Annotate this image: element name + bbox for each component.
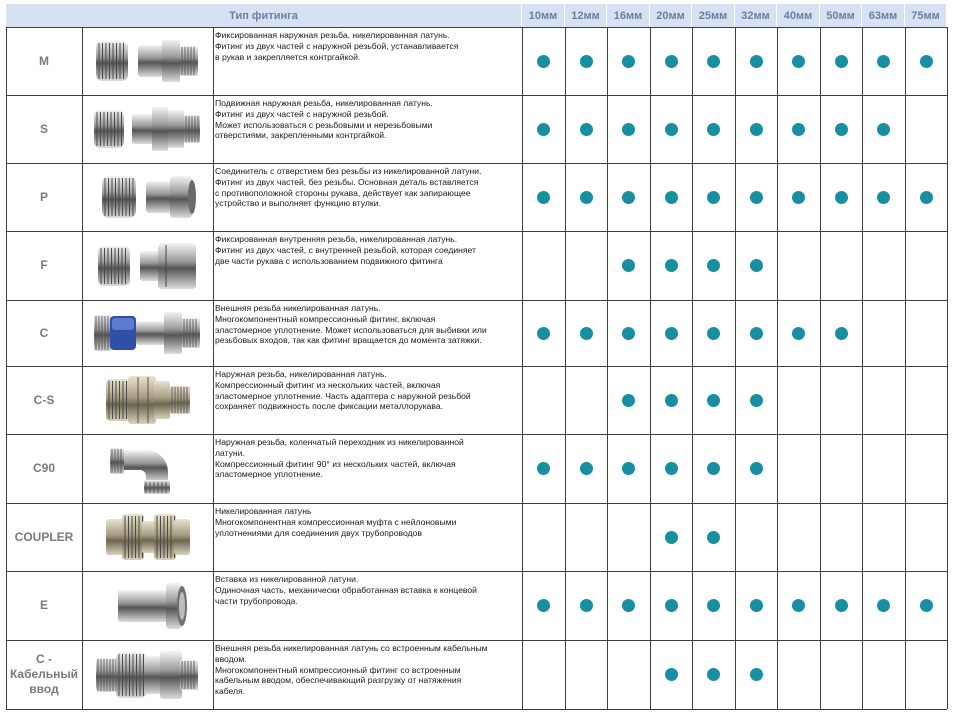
grid-line-v (905, 27, 906, 709)
grid-line-h (6, 300, 947, 301)
availability-cell (862, 27, 905, 95)
grid-line-v (565, 27, 566, 709)
row-description: Подвижная наружная резьба, никелированная латунь. Фитинг из двух частей с наружной резьбой. Может использоваться с резьбовыми и нерезьбовыми отверстиями, закрепленными контргайкой. (215, 98, 433, 141)
availability-cell (650, 503, 692, 571)
row-code: E (39, 598, 48, 612)
availability-dot (877, 123, 890, 136)
availability-cell (905, 366, 947, 434)
availability-dot (750, 327, 763, 340)
availability-dot (537, 462, 550, 475)
availability-cell (692, 163, 735, 231)
compression-fitting-photo (82, 300, 213, 366)
availability-dot (920, 599, 933, 612)
grid-line-v (607, 27, 608, 709)
availability-cell (735, 366, 777, 434)
availability-cell (565, 503, 607, 571)
row-description: Внешняя резьба никелированная латунь со встроенным кабельным вводом. Многокомпонентный компрессионный фитинг со встроенным кабельным вводом, обеспечивающий разгрузку от натяжения кабеля. (215, 643, 488, 697)
grid-line-v (735, 27, 736, 709)
availability-cell (862, 231, 905, 300)
availability-dot (665, 531, 678, 544)
row-code: С - Кабельный ввод (9, 652, 79, 696)
availability-cell (905, 95, 947, 163)
availability-cell (607, 163, 650, 231)
row-code: COUPLER (14, 529, 74, 544)
end-insert-photo (82, 571, 213, 640)
row-description: Фиксированная внутренняя резьба, никелированная латунь. Фитинг из двух частей, с внутренней резьбой, которая соединяет две части рукава с использованием подвижного фитинга (215, 234, 476, 266)
coupler-photo (82, 503, 213, 571)
availability-cell (777, 300, 820, 366)
availability-dot (792, 123, 805, 136)
availability-dot (537, 123, 550, 136)
availability-dot (877, 599, 890, 612)
availability-cell (777, 27, 820, 95)
availability-dot (750, 599, 763, 612)
availability-cell (692, 95, 735, 163)
availability-cell (735, 27, 777, 95)
availability-dot (750, 259, 763, 272)
availability-cell (565, 300, 607, 366)
row-description: Соединитель с отверстием без резьбы из никелированной латуни. Фитинг из двух частей, без резьбы. Основная деталь вставляется с противоположной стороны рукава, действует как запирающее устройство и выполняет функцию втулки. (215, 166, 482, 209)
availability-cell (607, 571, 650, 640)
availability-cell (692, 503, 735, 571)
availability-cell (820, 366, 862, 434)
availability-cell (565, 571, 607, 640)
header-size-25мм: 25мм (692, 4, 735, 27)
availability-dot (750, 123, 763, 136)
availability-cell (735, 503, 777, 571)
availability-cell (862, 503, 905, 571)
availability-cell (820, 27, 862, 95)
grid-line-v (213, 27, 214, 709)
availability-cell (777, 95, 820, 163)
grid-line-v (692, 27, 693, 709)
availability-cell (735, 300, 777, 366)
availability-dot (750, 191, 763, 204)
row-description: Внешняя резьба никелированная латунь. Многокомпонентный компрессионный фитинг, включая эластомерное уплотнение. Может использоваться для выбивки или резьбовых входов, так как фитинг вращается до момента затяжки. (215, 303, 487, 346)
availability-cell (650, 163, 692, 231)
grid-line-h (6, 640, 947, 641)
availability-cell (565, 95, 607, 163)
availability-dot (580, 123, 593, 136)
plain-fitting-photo (82, 163, 213, 231)
availability-cell (607, 366, 650, 434)
grid-line-h (6, 434, 947, 435)
availability-dot (835, 191, 848, 204)
availability-cell (820, 503, 862, 571)
availability-cell (565, 27, 607, 95)
availability-cell (777, 231, 820, 300)
cable-gland-photo (82, 640, 213, 709)
availability-dot (580, 191, 593, 204)
availability-cell (820, 231, 862, 300)
availability-dot (707, 531, 720, 544)
availability-cell (777, 434, 820, 503)
grid-line-v (650, 27, 651, 709)
availability-cell (522, 640, 565, 709)
availability-cell (522, 503, 565, 571)
row-code: C (39, 325, 49, 340)
availability-cell (607, 640, 650, 709)
availability-cell (692, 231, 735, 300)
availability-dot (707, 668, 720, 681)
grid-line-h (6, 163, 947, 164)
availability-cell (905, 640, 947, 709)
availability-cell (862, 640, 905, 709)
availability-dot (792, 327, 805, 340)
availability-cell (650, 640, 692, 709)
availability-cell (565, 434, 607, 503)
availability-dot (707, 599, 720, 612)
availability-cell (692, 571, 735, 640)
header-size-20мм: 20мм (650, 4, 692, 27)
availability-cell (522, 163, 565, 231)
grid-line-v (777, 27, 778, 709)
availability-cell (820, 163, 862, 231)
availability-dot (707, 462, 720, 475)
grid-line-h (6, 95, 947, 96)
availability-cell (735, 95, 777, 163)
availability-cell (522, 434, 565, 503)
row-code: C-S (33, 392, 55, 407)
availability-dot (622, 55, 635, 68)
availability-dot (622, 191, 635, 204)
availability-cell (522, 300, 565, 366)
availability-cell (905, 503, 947, 571)
availability-cell (735, 434, 777, 503)
availability-cell (777, 571, 820, 640)
availability-cell (735, 571, 777, 640)
availability-cell (905, 163, 947, 231)
availability-dot (707, 191, 720, 204)
row-code: M (39, 53, 49, 68)
availability-dot (835, 123, 848, 136)
availability-dot (665, 191, 678, 204)
availability-dot (750, 668, 763, 681)
grid-line-h (6, 231, 947, 232)
header-size-40мм: 40мм (777, 4, 820, 27)
availability-cell (820, 640, 862, 709)
availability-dot (622, 327, 635, 340)
availability-cell (777, 640, 820, 709)
availability-cell (905, 27, 947, 95)
availability-cell (905, 434, 947, 503)
grid-line-h (6, 366, 947, 367)
availability-dot (622, 462, 635, 475)
availability-cell (565, 640, 607, 709)
availability-cell (862, 95, 905, 163)
elbow-fitting-photo (82, 434, 213, 503)
availability-cell (692, 300, 735, 366)
availability-dot (877, 55, 890, 68)
availability-dot (792, 599, 805, 612)
threaded-fitting-photo (82, 27, 213, 95)
availability-dot (835, 599, 848, 612)
availability-cell (905, 300, 947, 366)
availability-dot (707, 394, 720, 407)
availability-cell (692, 640, 735, 709)
grid-line-v (82, 27, 83, 709)
availability-dot (750, 394, 763, 407)
availability-cell (735, 231, 777, 300)
availability-dot (580, 599, 593, 612)
availability-cell (565, 366, 607, 434)
availability-dot (665, 394, 678, 407)
availability-dot (877, 191, 890, 204)
availability-dot (537, 327, 550, 340)
availability-dot (707, 327, 720, 340)
availability-dot (580, 462, 593, 475)
availability-dot (580, 55, 593, 68)
availability-cell (650, 95, 692, 163)
availability-dot (580, 327, 593, 340)
availability-cell (650, 366, 692, 434)
availability-dot (920, 55, 933, 68)
availability-dot (920, 191, 933, 204)
grid-line-v (820, 27, 821, 709)
availability-cell (862, 571, 905, 640)
row-code: S (39, 121, 48, 136)
availability-cell (692, 366, 735, 434)
availability-cell (692, 434, 735, 503)
row-description: Наружная резьба, коленчатый переходник из никелированной латуни. Компрессионный фитинг 90° из нескольких частей, включая эластомерное уплотнение. (215, 437, 464, 480)
availability-dot (707, 123, 720, 136)
availability-cell (522, 231, 565, 300)
availability-cell (905, 231, 947, 300)
grid-line-h (6, 503, 947, 504)
availability-cell (735, 640, 777, 709)
availability-cell (820, 95, 862, 163)
availability-cell (522, 95, 565, 163)
availability-dot (665, 327, 678, 340)
row-description: Наружная резьба, никелированная латунь. Компрессионный фитинг из нескольких частей, включая эластомерное уплотнение. Часть адаптера с наружной резьбой сохраняет подвижность после фиксации металлорукава. (215, 369, 471, 412)
row-code: F (40, 258, 48, 272)
row-description: Никелированная латунь Многокомпонентная компрессионная муфта с нейлоновыми уплотнениями для соединения двух трубопроводов (215, 506, 457, 538)
header-size-16мм: 16мм (607, 4, 650, 27)
compression-swivel-fitting-photo (82, 366, 213, 434)
grid-line-v (947, 27, 948, 709)
availability-dot (665, 668, 678, 681)
availability-cell (522, 571, 565, 640)
availability-cell (862, 434, 905, 503)
availability-cell (777, 163, 820, 231)
header-size-63мм: 63мм (862, 4, 905, 27)
availability-dot (707, 259, 720, 272)
availability-dot (792, 55, 805, 68)
availability-dot (835, 327, 848, 340)
row-code: P (39, 189, 48, 204)
availability-cell (820, 571, 862, 640)
availability-dot (750, 55, 763, 68)
availability-cell (650, 434, 692, 503)
availability-dot (665, 462, 678, 475)
availability-cell (607, 27, 650, 95)
row-description: Вставка из никелированной латуни. Одиночная часть, механически обработанная вставка к концевой части трубопровода. (215, 574, 477, 606)
availability-dot (707, 55, 720, 68)
availability-dot (622, 259, 635, 272)
availability-cell (522, 27, 565, 95)
availability-dot (750, 462, 763, 475)
header-size-75мм: 75мм (905, 4, 947, 27)
availability-cell (820, 434, 862, 503)
availability-dot (622, 599, 635, 612)
availability-cell (607, 300, 650, 366)
availability-cell (607, 503, 650, 571)
grid-line-v (6, 27, 7, 709)
availability-dot (622, 123, 635, 136)
availability-dot (835, 55, 848, 68)
availability-cell (565, 163, 607, 231)
grid-line-v (862, 27, 863, 709)
availability-cell (820, 300, 862, 366)
availability-cell (862, 366, 905, 434)
availability-cell (862, 300, 905, 366)
availability-cell (735, 163, 777, 231)
availability-cell (692, 27, 735, 95)
availability-cell (565, 231, 607, 300)
grid-line-v (522, 27, 523, 709)
header-size-32мм: 32мм (735, 4, 777, 27)
availability-cell (607, 434, 650, 503)
header-size-50мм: 50мм (820, 4, 862, 27)
availability-dot (665, 259, 678, 272)
availability-cell (522, 366, 565, 434)
availability-cell (777, 503, 820, 571)
availability-cell (862, 163, 905, 231)
availability-dot (537, 191, 550, 204)
availability-cell (607, 95, 650, 163)
swivel-fitting-photo (82, 95, 213, 163)
availability-dot (665, 55, 678, 68)
availability-cell (607, 231, 650, 300)
female-fitting-photo (82, 231, 213, 300)
availability-dot (792, 191, 805, 204)
availability-cell (650, 300, 692, 366)
grid-line-h (6, 27, 947, 28)
header-size-12мм: 12мм (565, 4, 607, 27)
availability-dot (537, 599, 550, 612)
availability-dot (622, 394, 635, 407)
availability-cell (650, 231, 692, 300)
availability-cell (905, 571, 947, 640)
availability-dot (665, 123, 678, 136)
availability-dot (537, 55, 550, 68)
header-type-fitting: Тип фитинга (6, 4, 522, 27)
header-size-10мм: 10мм (522, 4, 565, 27)
grid-line-h (6, 571, 947, 572)
grid-line-h (6, 709, 947, 710)
availability-cell (650, 571, 692, 640)
row-code: C90 (32, 461, 55, 475)
availability-cell (650, 27, 692, 95)
availability-cell (777, 366, 820, 434)
row-description: Фиксированная наружная резьба, никелированная латунь. Фитинг из двух частей с наружной резьбой, устанавливается в рукав и закрепляется контргайкой. (215, 30, 459, 62)
availability-dot (665, 599, 678, 612)
